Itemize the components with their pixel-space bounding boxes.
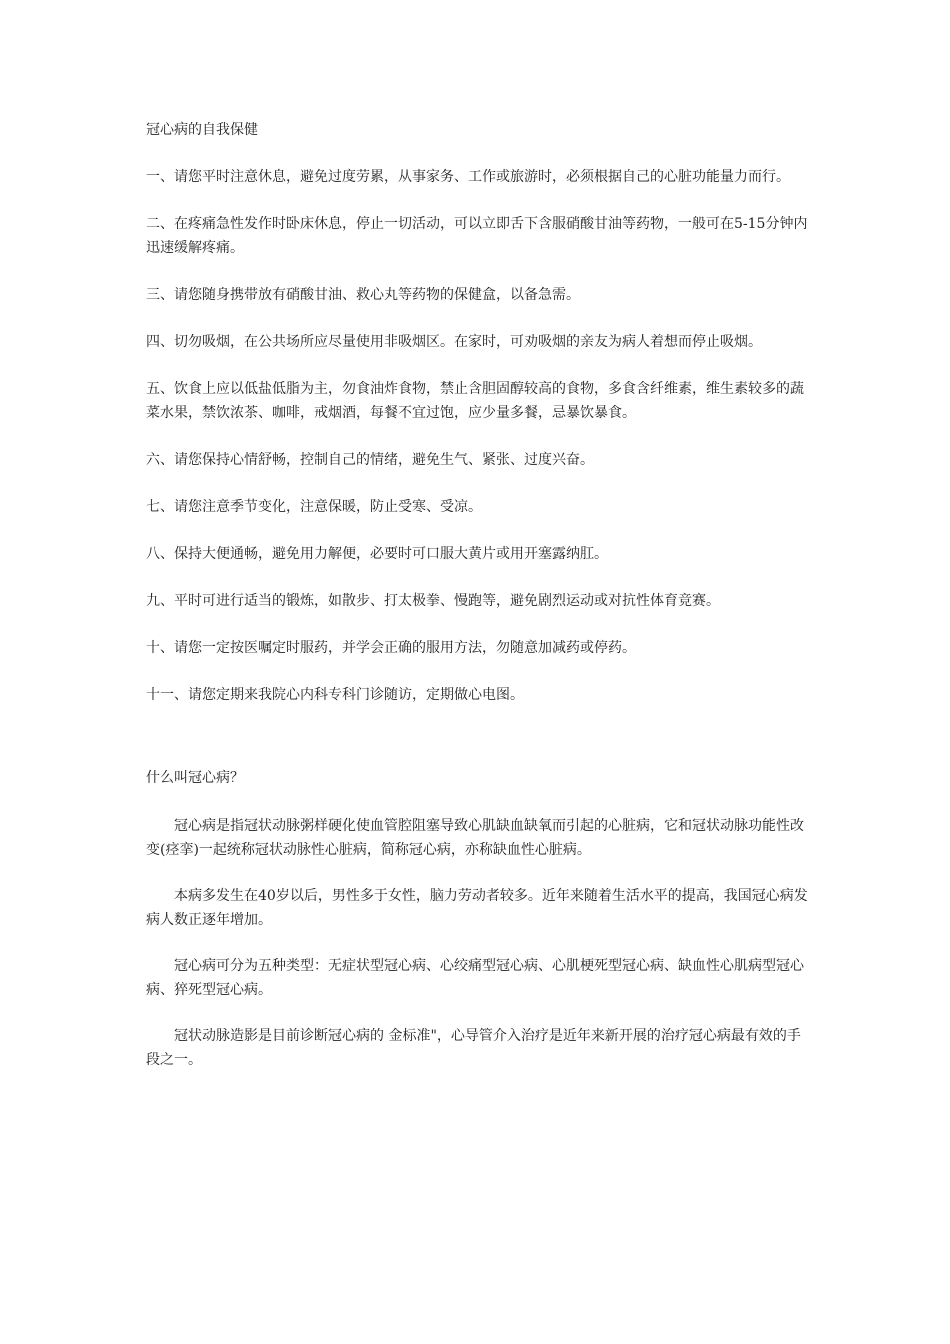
list-item: 十一、请您定期来我院心内科专科门诊随访，定期做心电图。 <box>146 687 524 703</box>
list-item: 四、切勿吸烟，在公共场所应尽量使用非吸烟区。在家时，可劝吸烟的亲友为病人着想而停止吸烟。 <box>146 334 762 350</box>
document-body <box>146 118 810 1094</box>
list-item: 十、请您一定按医嘱定时服药，并学会正确的服用方法，勿随意加减药或停药。 <box>146 640 636 656</box>
list-item: 六、请您保持心情舒畅，控制自己的情绪，避免生气、紧张、过度兴奋。 <box>146 452 594 468</box>
self-care-list <box>146 165 810 707</box>
section-title-self-care: 冠心病的自我保健 <box>146 122 258 138</box>
list-item: 九、平时可进行适当的锻炼，如散步、打太极拳、慢跑等，避免剧烈运动或对抗性体育竞赛。 <box>146 593 720 609</box>
list-item: 八、保持大便通畅，避免用力解便，必要时可口服大黄片或用开塞露纳肛。 <box>146 546 608 562</box>
list-item: 一、请您平时注意休息，避免过度劳累，从事家务、工作或旅游时，必须根据自己的心脏功能量力而行。 <box>146 169 790 185</box>
paragraph: 冠心病可分为五种类型：无症状型冠心病、心绞痛型冠心病、心肌梗死型冠心病、缺血性心肌病型冠心病、猝死型冠心病。 <box>146 958 804 998</box>
section-title-what-is: 什么叫冠心病？ <box>146 770 244 786</box>
definition-paragraphs <box>146 814 810 1072</box>
list-item: 七、请您注意季节变化，注意保暖，防止受寒、受凉。 <box>146 499 482 515</box>
list-item: 二、在疼痛急性发作时卧床休息，停止一切活动，可以立即舌下含服硝酸甘油等药物，一般可在5-15分钟内迅速缓解疼痛。 <box>146 216 808 256</box>
paragraph: 冠状动脉造影是目前诊断冠心病的 金标准"，心导管介入治疗是近年来新开展的治疗冠心病最有效的手段之一。 <box>146 1028 801 1068</box>
list-item: 五、饮食上应以低盐低脂为主，勿食油炸食物，禁止含胆固醇较高的食物，多食含纤维素，维生素较多的蔬菜水果，禁饮浓茶、咖啡，戒烟酒，每餐不宜过饱，应少量多餐，忌暴饮暴食。 <box>146 381 804 421</box>
section-spacer <box>146 730 810 766</box>
paragraph: 冠心病是指冠状动脉粥样硬化使血管腔阻塞导致心肌缺血缺氧而引起的心脏病，它和冠状动脉功能性改变(痉挛)一起统称冠状动脉性心脏病，简称冠心病，亦称缺血性心脏病。 <box>146 818 804 858</box>
list-item: 三、请您随身携带放有硝酸甘油、救心丸等药物的保健盒，以备急需。 <box>146 287 580 303</box>
paragraph: 本病多发生在40岁以后，男性多于女性，脑力劳动者较多。近年来随着生活水平的提高，我国冠心病发病人数正逐年增加。 <box>146 888 808 928</box>
